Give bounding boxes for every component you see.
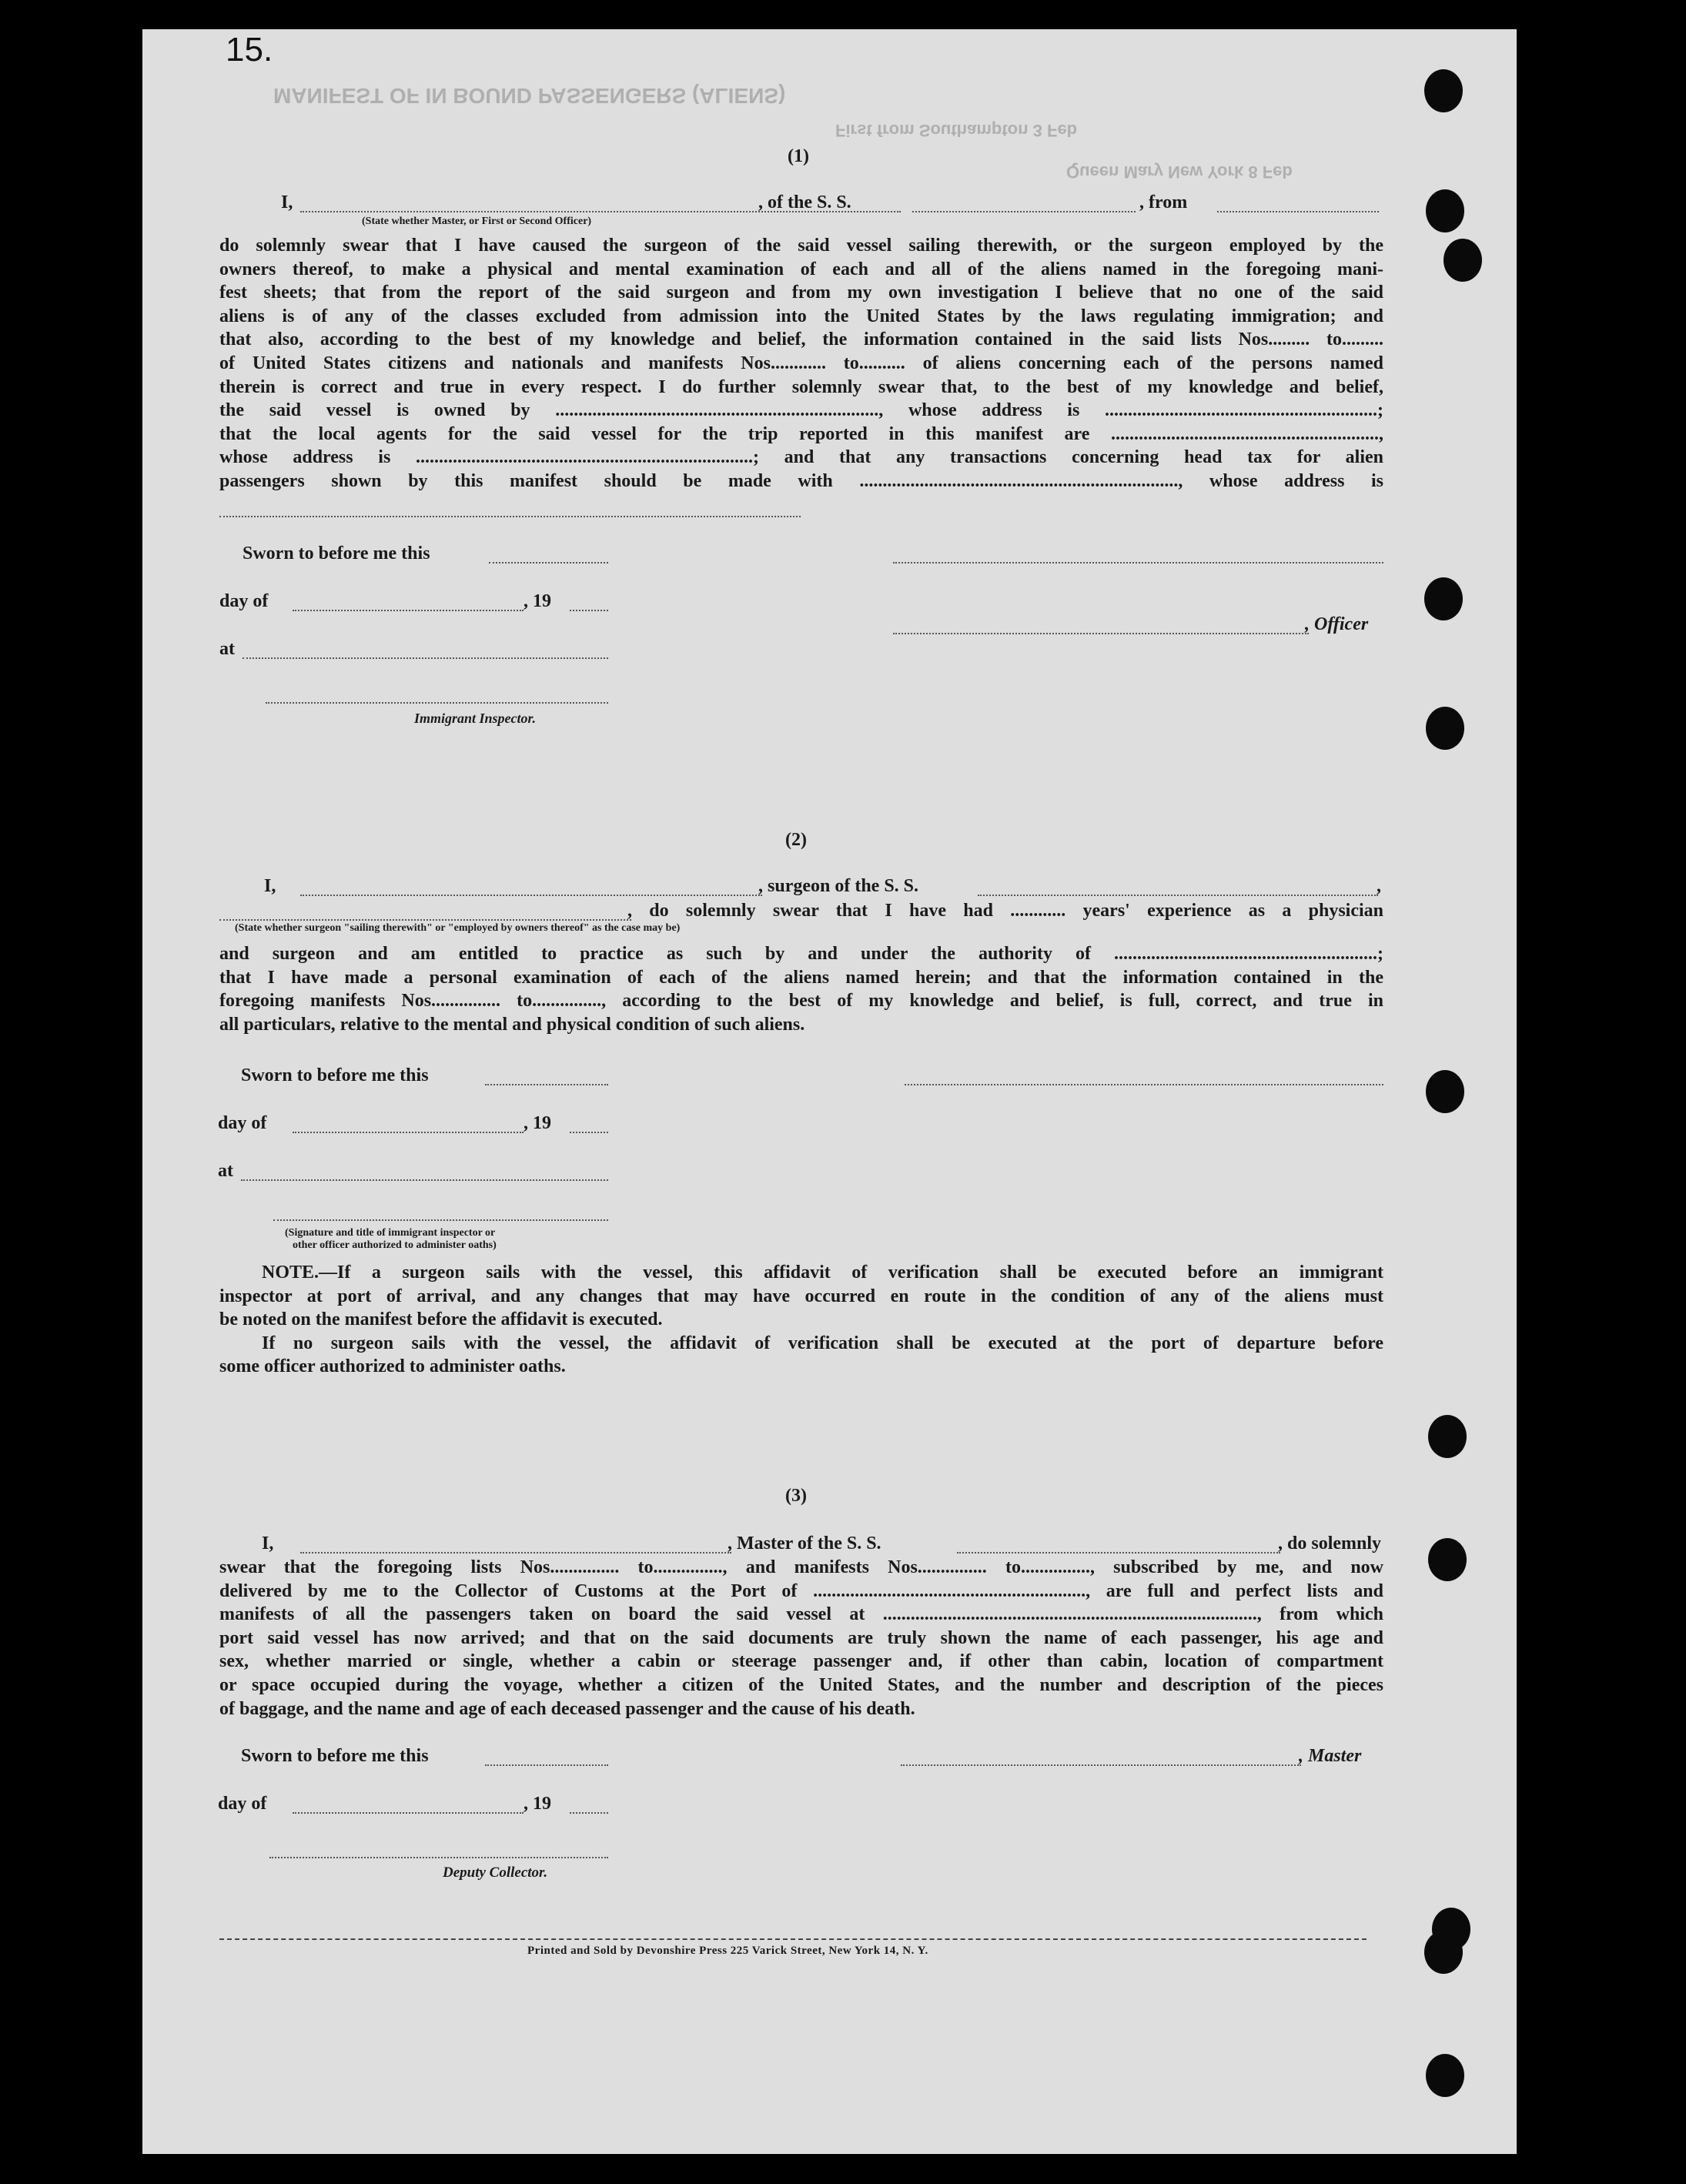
- signature-caption-2: other officer authorized to administer oaths): [293, 1239, 497, 1251]
- section3-sworn-date-blank: [485, 1764, 608, 1766]
- from-port-blank: [1217, 211, 1379, 212]
- punch-hole: [1424, 69, 1463, 112]
- section1-line: that the local agents for the said vessel for the trip reported in this manifest are ..........................................................,: [219, 423, 1383, 444]
- handwritten-page-number: 15.: [226, 31, 273, 69]
- officer-note: (State whether Master, or First or Second Officer): [362, 216, 592, 227]
- bleed-through-line2: Queen Mary New York 8 Feb: [1066, 162, 1293, 182]
- sworn-date-blank: [489, 562, 608, 564]
- day-of-blank: [293, 610, 524, 611]
- section3-line: or space occupied during the voyage, whether a citizen of the United States, and the number and description of the pieces: [219, 1674, 1383, 1695]
- section2-line: that I have made a personal examination of each of the aliens named herein; and that the information contained in the: [219, 967, 1383, 988]
- section2-line: and surgeon and am entitled to practice as such by and under the authority of .........................................................;: [219, 944, 1383, 964]
- bleed-through-line1: First from Southampton 3 Feb: [835, 121, 1078, 140]
- section3-year: , 19: [524, 1794, 551, 1814]
- section2-body: [219, 942, 1383, 1036]
- section1-sworn: Sworn to before me this: [243, 543, 430, 564]
- section1-i: I,: [281, 192, 293, 212]
- section3-line: sex, whether married or single, whether a cabin or steerage passenger and, if other than cabin, location of compartment: [219, 1651, 1383, 1672]
- surgeon-status-blank: [219, 919, 631, 921]
- surgeon-note: (State whether surgeon "sailing therewith" or "employed by owners thereof" as the case may be): [235, 922, 681, 934]
- section2-line: foregoing manifests Nos............... to..............., according to the best of my knowledge and belief, is full, correct, and true in: [219, 991, 1383, 1012]
- printer-footer: Printed and Sold by Devonshire Press 225 Varick Street, New York 14, N. Y.: [527, 1945, 928, 1957]
- note-line: If no surgeon sails with the vessel, the affidavit of verification shall be executed at the port of departure before: [262, 1333, 1383, 1353]
- section1-year: , 19: [524, 591, 551, 611]
- footer-rule: [219, 1938, 1367, 1940]
- officer-title-blank: [893, 633, 1309, 634]
- section2-year-blank: [570, 1132, 608, 1133]
- section2-sworn-date-blank: [485, 1084, 608, 1085]
- section3-line: swear that the foregoing lists Nos............... to..............., and manifests Nos............... to..............., subscribed by me, and now: [219, 1557, 1383, 1577]
- section3-i: I,: [262, 1533, 274, 1554]
- section1-line: passengers shown by this manifest should be made with ....................................................................., whose address is: [219, 470, 1383, 491]
- surgeon-name-blank: [300, 895, 762, 896]
- note-line: be noted on the manifest before the affidavit is executed.: [219, 1309, 663, 1330]
- punch-hole: [1426, 1070, 1464, 1113]
- punch-hole: [1426, 2054, 1464, 2097]
- section3-line: port said vessel has now arrived; and that on the said documents are truly shown the name of each passenger, his age and: [219, 1627, 1383, 1648]
- note-line: some officer authorized to administer oaths.: [219, 1356, 566, 1377]
- note-line: NOTE.—If a surgeon sails with the vessel, this affidavit of verification shall be executed before an immigrant: [262, 1263, 1383, 1283]
- master-name-blank: [300, 1552, 731, 1554]
- section3-number: (3): [785, 1486, 807, 1506]
- section1-body: [219, 234, 1383, 493]
- vessel-name-blank: [912, 211, 1136, 212]
- section3-line: delivered by me to the Collector of Customs at the Port of ..........................................................., are full and perfect lists and: [219, 1580, 1383, 1601]
- punch-hole: [1424, 1931, 1463, 1974]
- section3-year-blank: [570, 1812, 608, 1814]
- bleed-through-title: MANIFEST OF IN BOUND PASSENGERS (ALIENS): [273, 84, 786, 108]
- section2-i: I,: [264, 876, 276, 896]
- section1-number: (1): [788, 146, 809, 166]
- section3-line: of baggage, and the name and age of each deceased passenger and the cause of his death.: [219, 1698, 915, 1719]
- inspector-caption: Immigrant Inspector.: [414, 711, 537, 726]
- master-vessel-blank: [957, 1552, 1280, 1554]
- at-blank: [243, 657, 608, 659]
- master-caption: , Master: [1299, 1746, 1362, 1766]
- year-blank: [570, 610, 608, 611]
- section1-line: fest sheets; that from the report of the said surgeon and from my own investigation I believe that no one of the said: [219, 283, 1383, 303]
- section1-line: that also, according to the best of my knowledge and belief, the information contained in the said lists Nos......... to.........: [219, 329, 1383, 350]
- section1-vessel-label: , of the S. S.: [758, 192, 851, 212]
- punch-hole: [1443, 239, 1482, 282]
- punch-hole: [1426, 707, 1464, 750]
- officer-signature-blank: [893, 562, 1383, 564]
- punch-hole: [1428, 1415, 1467, 1458]
- section2-at: at: [218, 1161, 233, 1181]
- collector-caption: Deputy Collector.: [443, 1865, 548, 1881]
- section1-day-of: day of: [219, 591, 269, 611]
- section3-vessel-label: , Master of the S. S.: [728, 1533, 881, 1554]
- section1-line: of United States citizens and nationals and manifests Nos............ to.......... of aliens concerning each of the persons named: [219, 353, 1383, 373]
- surgeon-signature-blank: [905, 1084, 1383, 1085]
- section3-day-blank: [293, 1812, 524, 1814]
- surgeon-vessel-blank: [978, 895, 1378, 896]
- section2-year: , 19: [524, 1113, 551, 1133]
- section3-solemnly: , do solemnly: [1278, 1533, 1382, 1554]
- collector-signature-blank: [269, 1857, 608, 1858]
- punch-hole: [1426, 189, 1464, 232]
- section2-vessel-label: , surgeon of the S. S.: [758, 876, 919, 896]
- section2-at-blank: [241, 1179, 608, 1181]
- signature-caption-1: (Signature and title of immigrant inspector or: [285, 1227, 496, 1239]
- section2-day-of: day of: [218, 1113, 267, 1133]
- section3-body: [219, 1556, 1383, 1721]
- section2-inspector-signature-blank: [273, 1219, 608, 1221]
- section1-from-label: , from: [1139, 192, 1188, 212]
- manifest-page: [142, 29, 1517, 2154]
- section2-number: (2): [785, 830, 807, 850]
- section1-at: at: [219, 639, 235, 659]
- comma: ,: [1377, 876, 1381, 896]
- section1-line: the said vessel is owned by ......................................................................, whose address is ...........................................................;: [219, 400, 1383, 421]
- section1-line: aliens is of any of the classes excluded from admission into the United States by the laws regulating immigration; and: [219, 306, 1383, 326]
- note-line: inspector at port of arrival, and any changes that may have occurred en route in the condition of any of the aliens must: [219, 1286, 1383, 1306]
- section2-day-blank: [293, 1132, 524, 1133]
- section1-line: therein is correct and true in every respect. I do further solemnly swear that, to the best of my knowledge and belief,: [219, 376, 1383, 397]
- section1-line: do solemnly swear that I have caused the surgeon of the said vessel sailing therewith, or the surgeon employed by the: [219, 236, 1383, 256]
- master-signature-blank: [901, 1764, 1301, 1766]
- section2-line: all particulars, relative to the mental and physical condition of such aliens.: [219, 1014, 805, 1035]
- section2-line2: , do solemnly swear that I have had ............ years' experience as a physician: [627, 901, 1383, 921]
- address-continuation-blank: [219, 516, 801, 517]
- section2-sworn: Sworn to before me this: [241, 1065, 429, 1085]
- section1-line: whose address is .........................................................................; and that any transactions concerning head tax for alien: [219, 447, 1383, 468]
- inspector-signature-blank: [266, 702, 608, 704]
- punch-hole: [1428, 1538, 1467, 1581]
- punch-hole: [1424, 577, 1463, 620]
- section3-day-of: day of: [218, 1794, 267, 1814]
- section2-note: [219, 1261, 1383, 1379]
- officer-caption: , Officer: [1305, 614, 1369, 634]
- section1-line: owners thereof, to make a physical and mental examination of each and all of the aliens named in the foregoing mani-: [219, 259, 1383, 279]
- section3-line: manifests of all the passengers taken on board the said vessel at ................................................................................., from which: [219, 1604, 1383, 1625]
- section3-sworn: Sworn to before me this: [241, 1746, 429, 1766]
